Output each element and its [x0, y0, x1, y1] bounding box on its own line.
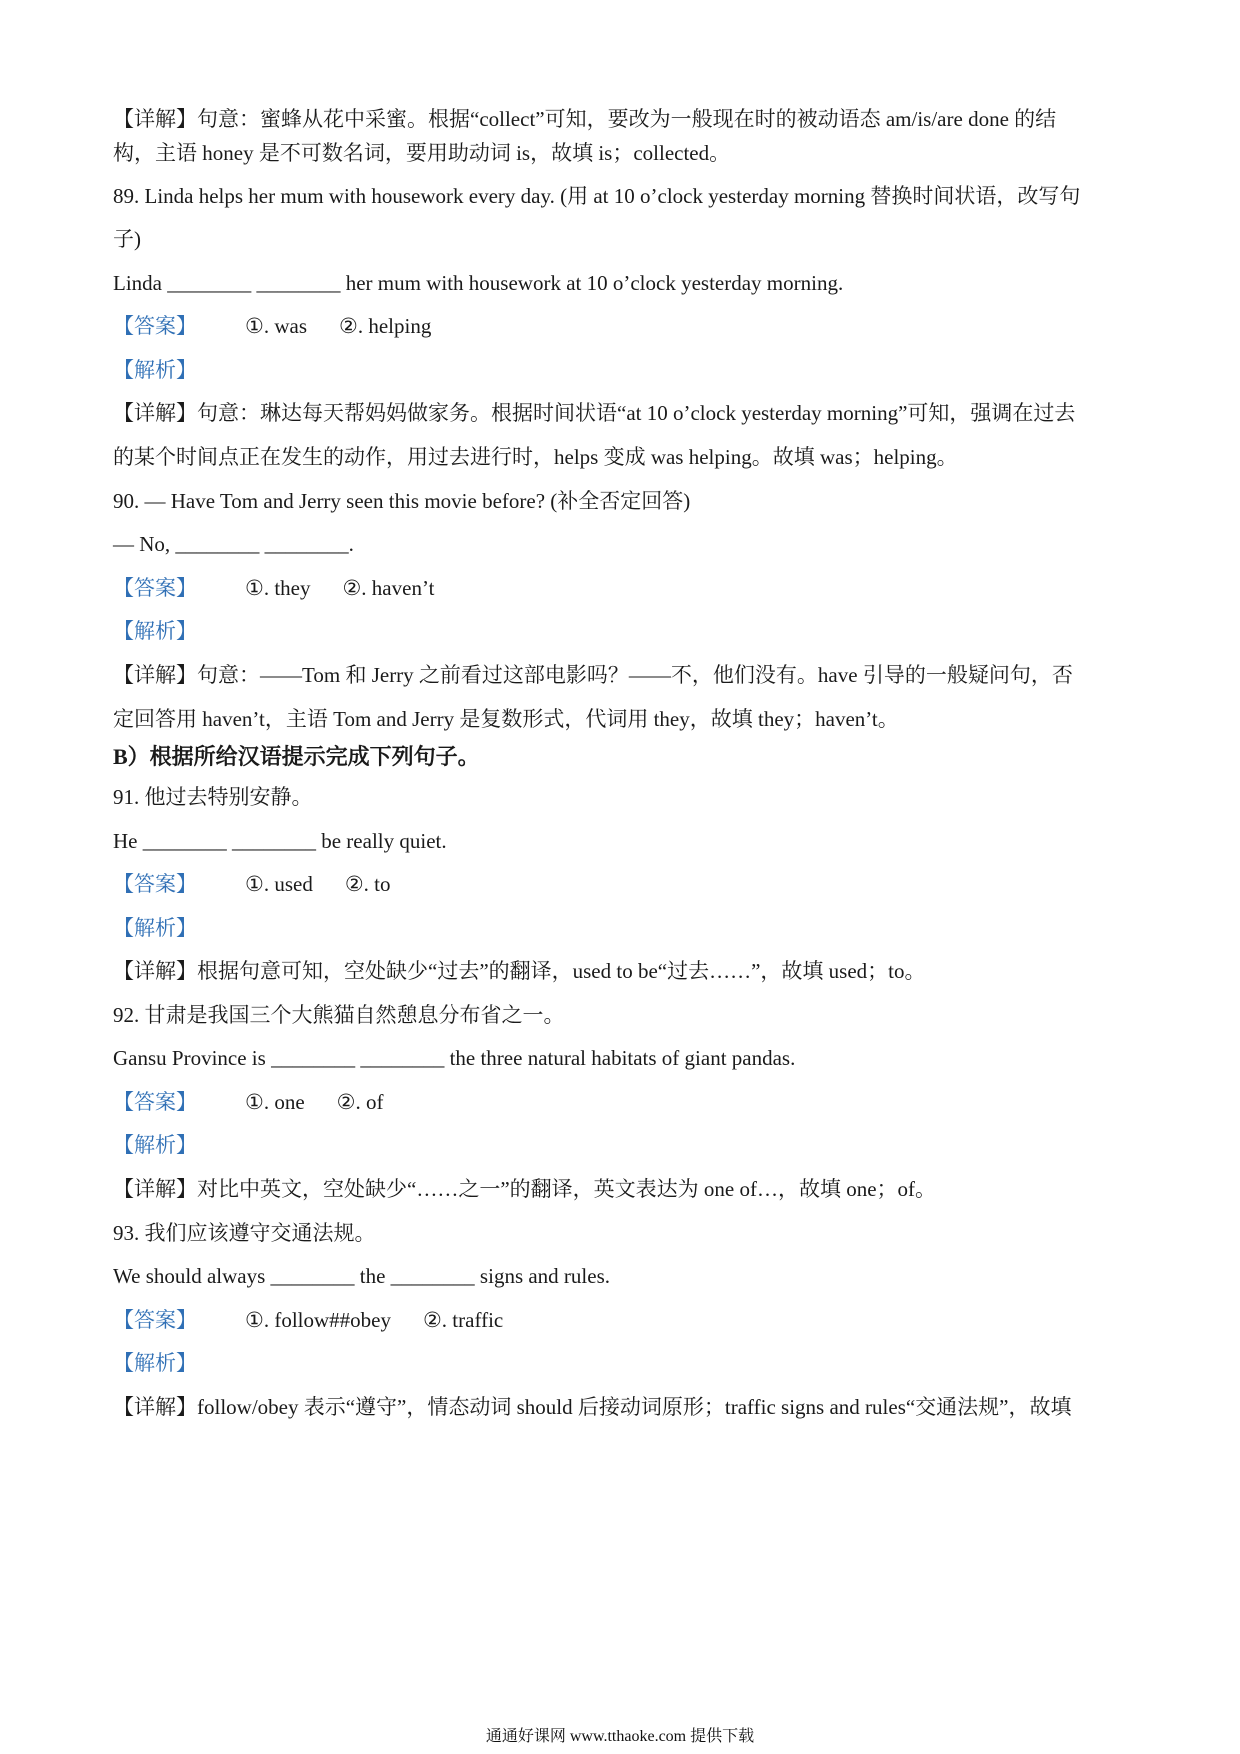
answer-tag: 【答案】 [113, 1090, 197, 1114]
q91-sentence: He ________ ________ be really quiet. [113, 829, 447, 853]
q92-analysis-tag: 【解析】 [113, 1133, 197, 1157]
answer-tag: 【答案】 [113, 576, 197, 600]
q92-answer-1: ①. one [245, 1090, 305, 1114]
q88-detail-line1: 【详解】句意：蜜蜂从花中采蜜。根据“collect”可知，要改为一般现在时的被动语态 am/is/are done 的结 [113, 107, 1057, 131]
q89-prompt-line1: 89. Linda helps her mum with housework every day. (用 at 10 o’clock yesterday morning 替换时间状语，改写句 [113, 184, 1081, 208]
q89-answer-1: ①. was [245, 314, 307, 338]
q92-sentence: Gansu Province is ________ ________ the three natural habitats of giant pandas. [113, 1046, 796, 1070]
q92-detail-line1: 【详解】对比中英文，空处缺少“……之一”的翻译，英文表达为 one of…，故填 one；of。 [113, 1177, 937, 1201]
q90-answer-row [113, 573, 434, 603]
q93-answer-2: ②. traffic [422, 1308, 504, 1332]
q93-answer-1: ①. follow##obey [245, 1308, 391, 1332]
q91-answer-2: ②. to [344, 872, 391, 896]
q93-answer-row [113, 1305, 503, 1335]
q93-sentence: We should always ________ the ________ signs and rules. [113, 1264, 611, 1288]
q89-detail-line2: 的某个时间点正在发生的动作，用过去进行时，helps 变成 was helping。故填 was；helping。 [113, 445, 958, 469]
q89-prompt-line2: 子) [113, 227, 141, 251]
q93-detail-line1: 【详解】follow/obey 表示“遵守”，情态动词 should 后接动词原形；traffic signs and rules“交通法规”，故填 [113, 1395, 1072, 1419]
q89-sentence: Linda ________ ________ her mum with housework at 10 o’clock yesterday morning. [113, 271, 844, 295]
section-b-title: B）根据所给汉语提示完成下列句子。 [113, 744, 480, 769]
q90-prompt: 90. — Have Tom and Jerry seen this movie before? (补全否定回答) [113, 489, 691, 513]
q90-answer-2: ②. haven’t [342, 576, 435, 600]
q91-detail-line1: 【详解】根据句意可知，空处缺少“过去”的翻译，used to be“过去……”，故填 used；to。 [113, 959, 926, 983]
answer-tag: 【答案】 [113, 314, 197, 338]
page-footer: 通通好课网 www.tthaoke.com 提供下载 [485, 1728, 755, 1745]
q90-answer-1: ①. they [245, 576, 311, 600]
q89-answer-row [113, 311, 431, 341]
q92-answer-2: ②. of [336, 1090, 384, 1114]
q92-prompt: 92. 甘肃是我国三个大熊猫自然憩息分布省之一。 [113, 1003, 565, 1027]
q91-answer-1: ①. used [245, 872, 313, 896]
q90-analysis-tag: 【解析】 [113, 619, 197, 643]
q91-prompt: 91. 他过去特别安静。 [113, 785, 313, 809]
q89-detail-line1: 【详解】句意：琳达每天帮妈妈做家务。根据时间状语“at 10 o’clock yesterday morning”可知，强调在过去 [113, 401, 1076, 425]
q90-detail-line1: 【详解】句意：——Tom 和 Jerry 之前看过这部电影吗？——不，他们没有。have 引导的一般疑问句，否 [113, 663, 1073, 687]
answer-tag: 【答案】 [113, 872, 197, 896]
q93-prompt: 93. 我们应该遵守交通法规。 [113, 1221, 376, 1245]
q92-answer-row [113, 1087, 383, 1117]
q88-detail-line2: 构，主语 honey 是不可数名词，要用助动词 is，故填 is；collected。 [113, 141, 731, 165]
q90-sentence: — No, ________ ________. [113, 532, 354, 556]
q93-analysis-tag: 【解析】 [113, 1351, 197, 1375]
answer-tag: 【答案】 [113, 1308, 197, 1332]
q91-analysis-tag: 【解析】 [113, 916, 197, 940]
q89-analysis-tag: 【解析】 [113, 358, 197, 382]
q90-detail-line2: 定回答用 haven’t，主语 Tom and Jerry 是复数形式，代词用 they，故填 they；haven’t。 [113, 707, 899, 731]
q89-answer-2: ②. helping [339, 314, 432, 338]
q91-answer-row [113, 869, 391, 899]
